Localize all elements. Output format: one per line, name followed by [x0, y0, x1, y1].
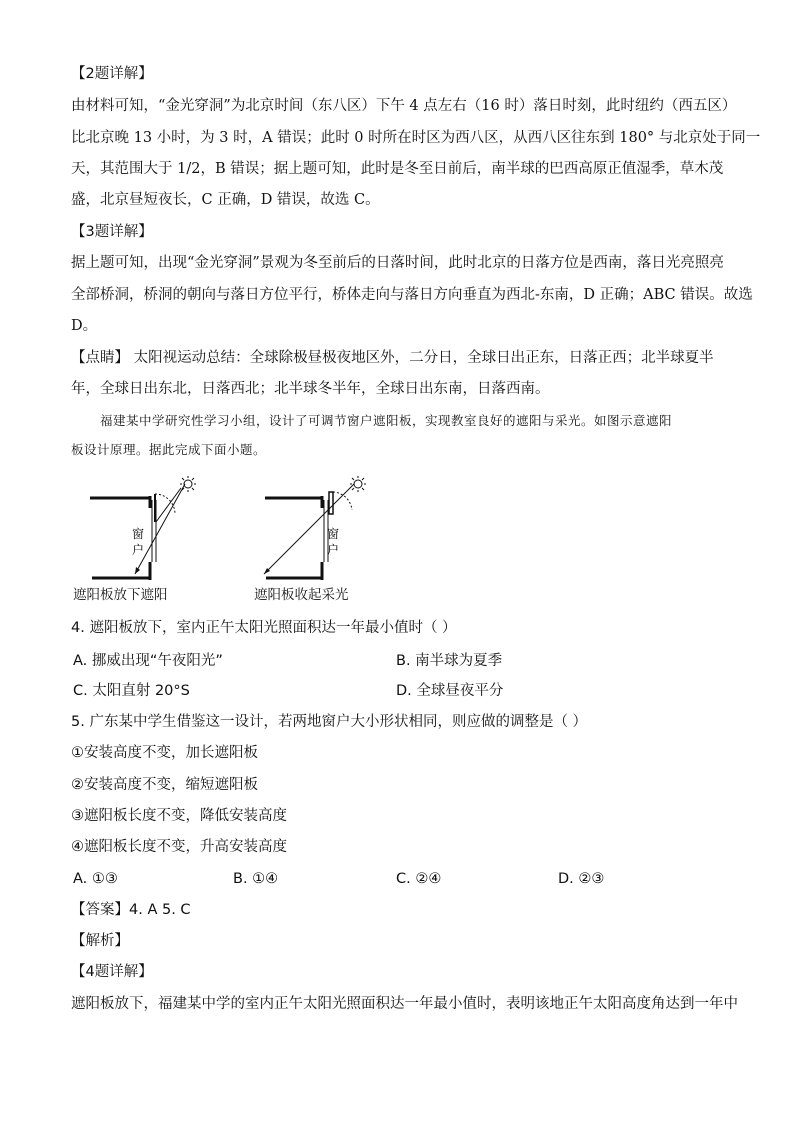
q2-text-line: 比北京晚 13 小时，为 3 时，A 错误；此时 0 时所在时区为西八区，从西八区往东到 180° 与北京处于同一: [71, 130, 761, 146]
q4-option-a: A. 挪威出现“午夜阳光”: [73, 653, 223, 669]
q3-text-line: D。: [71, 318, 98, 334]
q3-text-line: 全部桥洞，桥洞的朝向与落日方位平行，桥体走向与落日方向垂直为西北-东南，D 正确；ABC 错误。故选: [71, 287, 753, 303]
q5-statement: ④遮阳板长度不变，升高安装高度: [71, 839, 287, 855]
q5-statement: ①安装高度不变，加长遮阳板: [71, 745, 258, 761]
q5-option-c: C. ②④: [396, 871, 442, 887]
q2-heading: 【2题详解】: [71, 66, 153, 82]
q4-option-b: B. 南半球为夏季: [396, 653, 503, 669]
q4-option-c: C. 太阳直射 20°S: [73, 683, 190, 699]
right-diagram: [264, 476, 366, 580]
answer-line: 【答案】4. A 5. C: [71, 902, 191, 918]
sun-icon: [350, 476, 366, 492]
window-label: 窗: [132, 527, 145, 541]
q5-statement: ③遮阳板长度不变，降低安装高度: [71, 808, 287, 824]
q5-option-b: B. ①④: [233, 871, 279, 887]
window-label: 户: [132, 543, 145, 557]
q5-option-d: D. ②③: [558, 871, 605, 887]
left-diagram: [90, 476, 196, 580]
intro-text-line: 福建某中学研究性学习小组，设计了可调节窗户遮阳板，实现教室良好的遮阳与采光。如图示意遮阳: [100, 413, 673, 428]
figure-caption-right: 遮阳板收起采光: [254, 587, 349, 603]
q2-text-line: 由材料可知，“金光穿洞”为北京时间（东八区）下午 4 点左右（16 时）落日时刻，此时纽约（西五区）: [71, 98, 737, 114]
window-label: 户: [327, 543, 340, 557]
tip-text-line: 年，全球日出东北，日落西北；北半球冬半年，全球日出东南，日落西南。: [71, 381, 550, 397]
q3-text-line: 据上题可知，出现“金光穿洞”景观为冬至前后的日落时间，此时北京的日落方位是西南，落日光亮照亮: [71, 255, 724, 271]
intro-text-line: 板设计原理。据此完成下面小题。: [71, 442, 267, 457]
q5-option-a: A. ①③: [73, 871, 118, 887]
q4-heading: 【4题详解】: [71, 964, 153, 980]
q4-stem: 4. 遮阳板放下，室内正午太阳光照面积达一年最小值时（ ）: [71, 620, 457, 636]
analysis-label: 【解析】: [71, 933, 129, 949]
sun-icon: [180, 476, 196, 492]
q5-stem: 5. 广东某中学生借鉴这一设计，若两地窗户大小形状相同，则应做的调整是（ ）: [71, 714, 588, 730]
figure-caption-left: 遮阳板放下遮阳: [73, 587, 168, 603]
q2-text-line: 盛，北京昼短夜长，C 正确，D 错误，故选 C。: [71, 192, 380, 208]
q5-statement: ②安装高度不变，缩短遮阳板: [71, 777, 258, 793]
window-label: 窗: [327, 527, 340, 541]
q3-heading: 【3题详解】: [71, 224, 153, 240]
tip-text-line: 【点睛】 太阳视运动总结：全球除极昼极夜地区外，二分日，全球日出正东，日落正西；北半球夏半: [71, 350, 714, 366]
q4-option-d: D. 全球昼夜平分: [396, 683, 504, 699]
q4-explanation-line: 遮阳板放下，福建某中学的室内正午太阳光照面积达一年最小值时，表明该地正午太阳高度角达到一年中: [71, 996, 738, 1012]
shade-board-up: [329, 492, 333, 514]
q2-text-line: 天，其范围大于 1/2，B 错误；据上题可知，此时是冬至日前后，南半球的巴西高原正值湿季，草木茂: [71, 161, 724, 177]
